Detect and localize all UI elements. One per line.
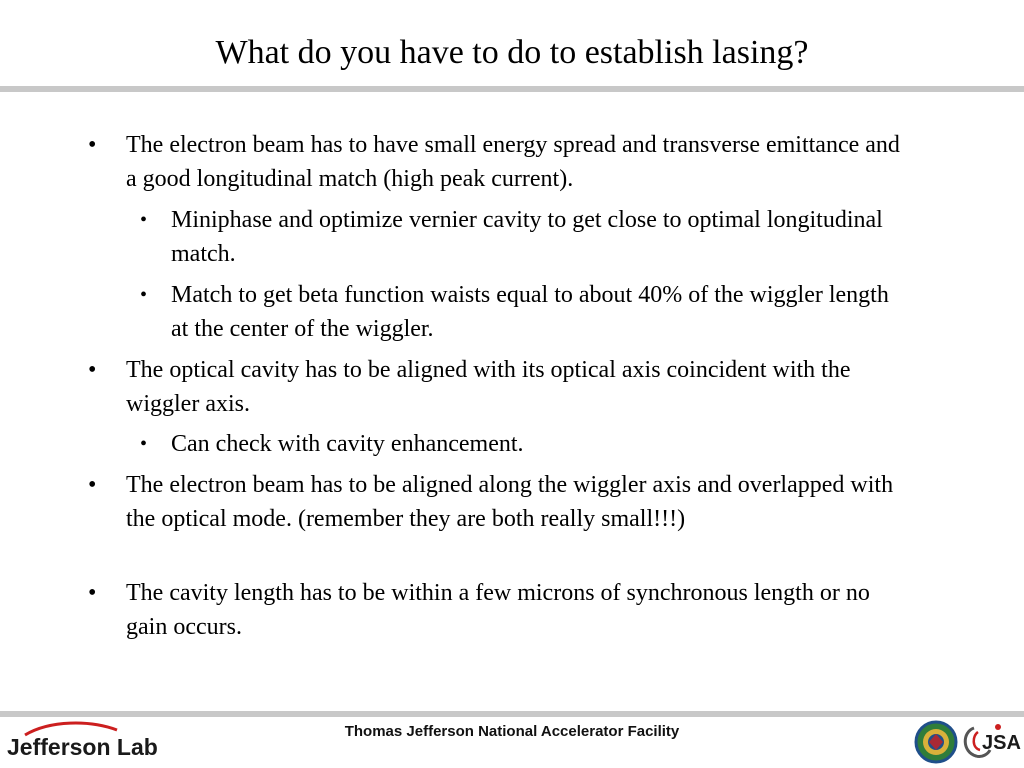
bullet-text: The electron beam has to be aligned along the wiggler axis and overlapped with the optical mode. (remember they are both really small!!!) [126, 472, 894, 532]
doe-seal-logo [914, 720, 958, 764]
bullet-text: The electron beam has to have small energy spread and transverse emittance and a good longitudinal match (high peak current). [126, 132, 900, 192]
jefferson-lab-logo [5, 718, 165, 764]
bullet-marker: • [88, 472, 97, 498]
bullet-marker: • [88, 580, 97, 606]
footer-divider [0, 711, 1024, 717]
bullet-marker: • [88, 132, 97, 158]
slide-title: What do you have to do to establish lasing? [215, 34, 809, 71]
bullet-text: The optical cavity has to be aligned with its optical axis coincident with the wiggler axis. [126, 357, 851, 417]
header-divider [0, 86, 1024, 92]
bullet-marker: • [140, 433, 148, 455]
bullet-marker: • [140, 284, 148, 306]
bullet-marker: • [88, 357, 97, 383]
footer-organization: Thomas Jefferson National Accelerator Facility [344, 723, 680, 740]
jsa-logo [960, 718, 1022, 764]
jsa-logo-text: JSA [982, 732, 1021, 754]
logo-text: Jefferson Lab [7, 734, 158, 760]
bullet-text: Match to get beta function waists equal to about 40% of the wiggler length at the center of the wiggler. [171, 282, 889, 342]
bullet-text: Can check with cavity enhancement. [171, 431, 524, 457]
bullet-marker: • [140, 209, 148, 231]
bullet-text: The cavity length has to be within a few microns of synchronous length or no gain occurs. [126, 580, 870, 640]
bullet-text: Miniphase and optimize vernier cavity to get close to optimal longitudinal match. [171, 207, 883, 267]
